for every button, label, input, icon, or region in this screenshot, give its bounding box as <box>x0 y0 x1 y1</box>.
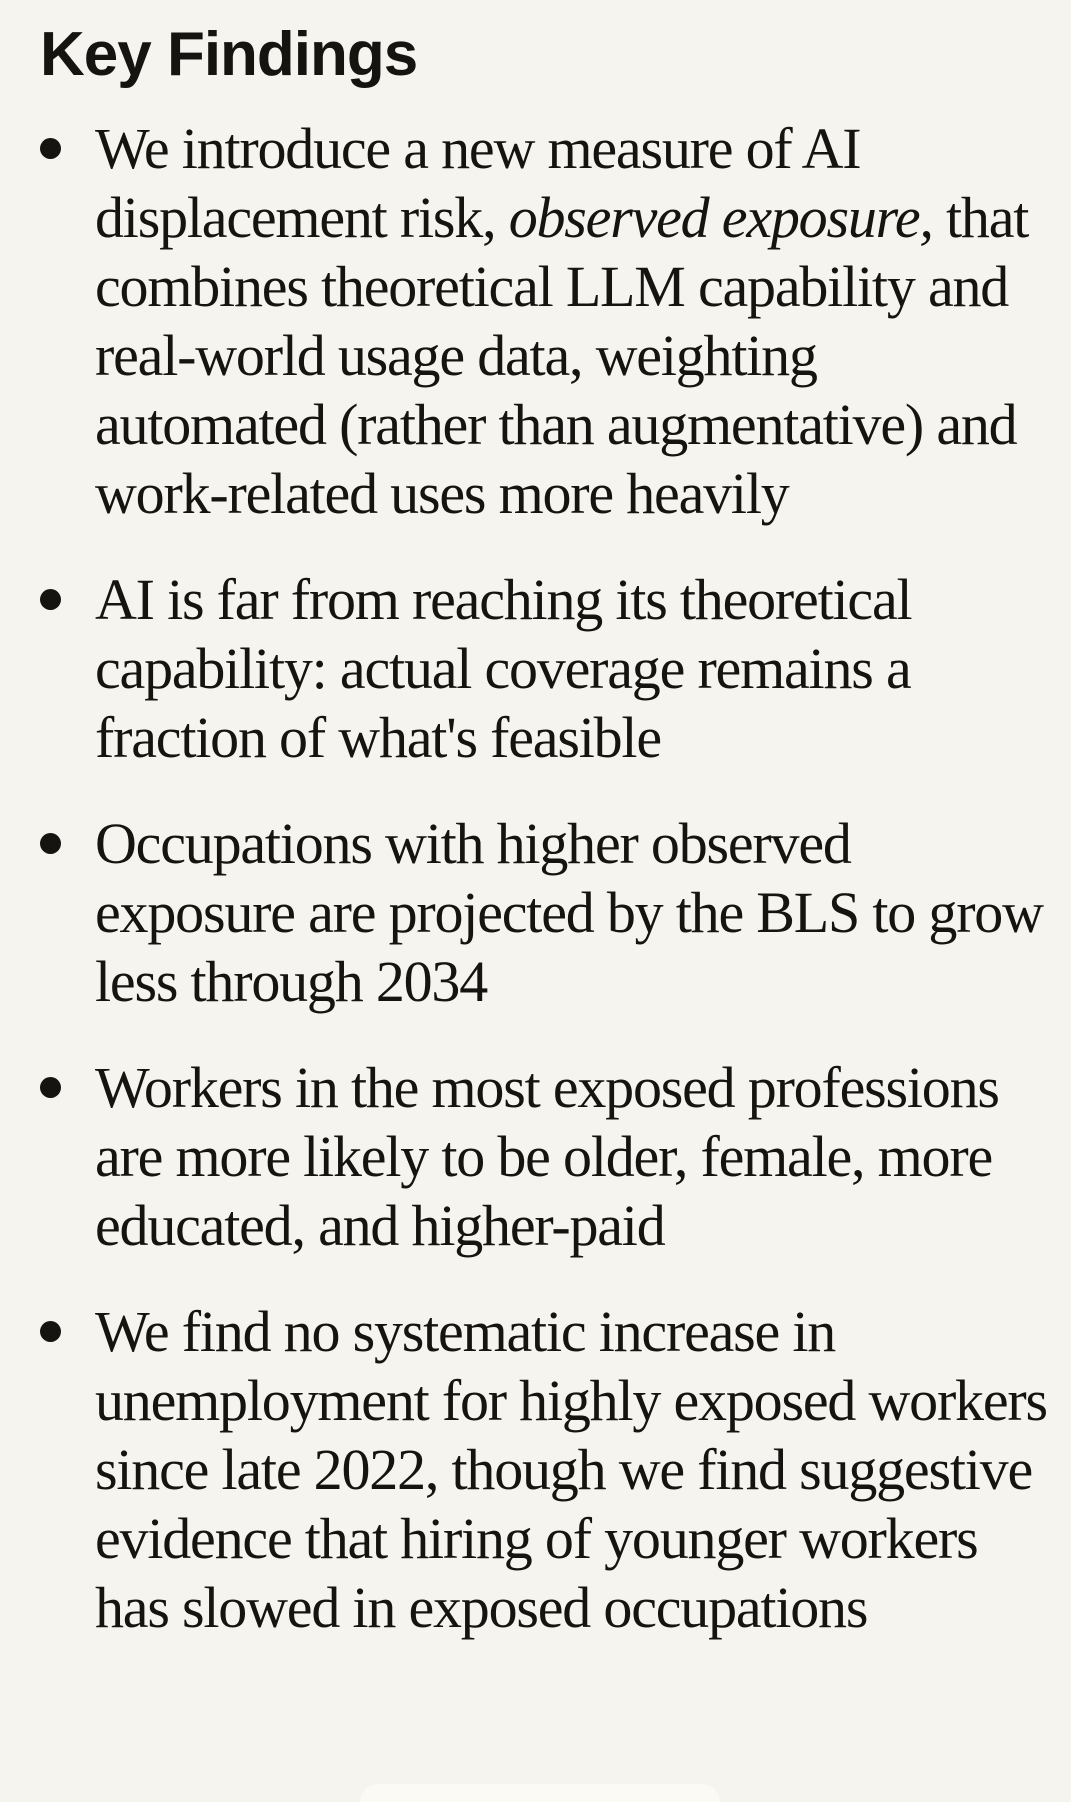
list-item <box>40 114 1049 528</box>
bullet-icon <box>40 138 61 159</box>
bullet-icon <box>40 589 61 610</box>
bullet-icon <box>40 833 61 854</box>
card-top-edge <box>360 1784 720 1802</box>
key-findings-list <box>40 114 1049 1642</box>
body-text: Occupations with higher observed exposure are projected by the BLS to grow less through 2034 <box>95 811 1043 1014</box>
list-item <box>40 809 1049 1016</box>
body-text: Workers in the most exposed professions are more likely to be older, female, more educated, and higher-paid <box>95 1055 999 1258</box>
page-title: Key Findings <box>40 20 418 89</box>
list-item <box>40 1297 1049 1642</box>
body-text: We introduce a new measure of AI displacement risk, <box>95 116 861 250</box>
body-text: that combines theoretical LLM capability and real-world usage data, weighting automated (rather than augmentative) and work-related uses more heavily <box>95 185 1029 526</box>
list-item <box>40 1053 1049 1260</box>
bullet-icon <box>40 1321 61 1342</box>
body-text: We find no systematic increase in unemployment for highly exposed workers since late 2022, though we find suggestive evidence that hiring of younger workers has slowed in exposed occupations <box>95 1299 1047 1640</box>
italic-emphasis-text: observed exposure, <box>508 185 933 250</box>
bullet-icon <box>40 1077 61 1098</box>
body-text: AI is far from reaching its theoretical capability: actual coverage remains a fraction of what's feasible <box>95 567 912 770</box>
list-item <box>40 565 1049 772</box>
